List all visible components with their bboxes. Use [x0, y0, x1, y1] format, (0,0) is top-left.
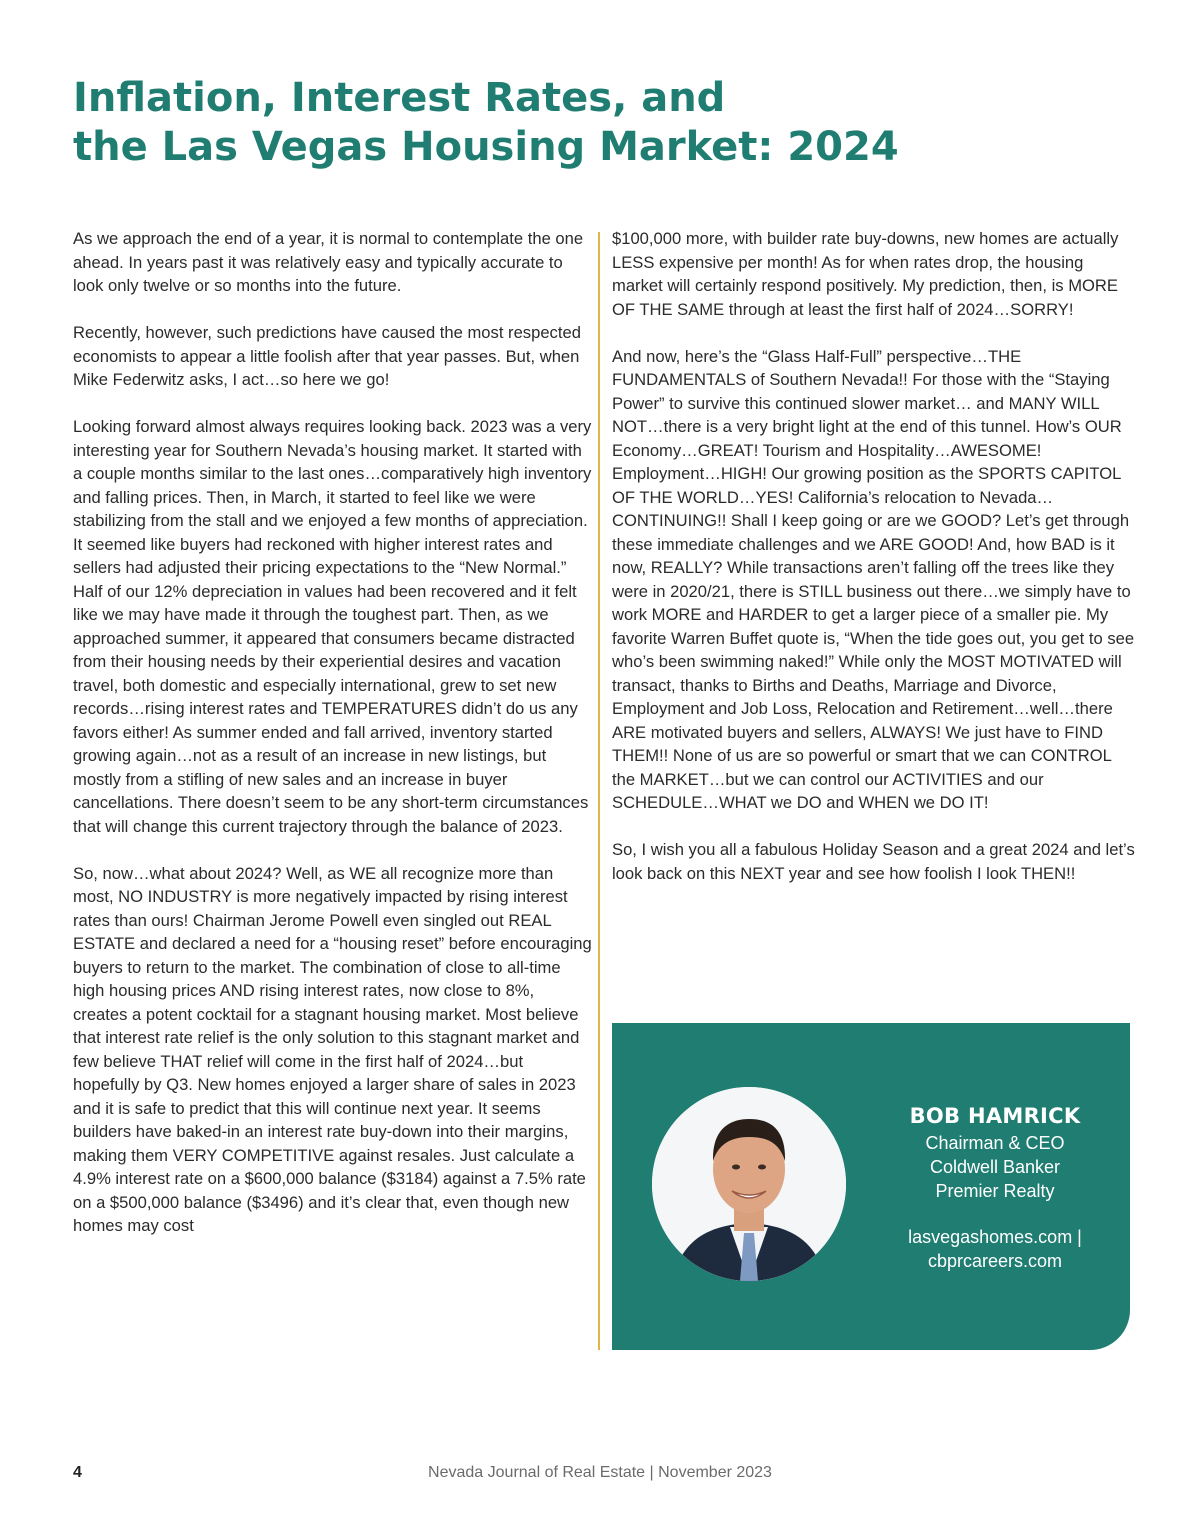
- page-number: 4: [73, 1464, 82, 1481]
- author-photo: [652, 1087, 846, 1281]
- paragraph: Looking forward almost always requires looking back. 2023 was a very interesting year for Southern Nevada’s housing market. It started with a couple months similar to the last ones…comparatively high inventory and falling prices. Then, in March, it started to feel like we were stabilizing from the stall and we enjoyed a few months of appreciation. It seemed like buyers had reckoned with higher interest rates and sellers had adjusted their pricing expectations to the “New Normal.” Half of our 12% depreciation in values had been recovered and it felt like we may have made it through the toughest part. Then, as we approached summer, it appeared that consumers became distracted from their housing needs by their experiential desires and vacation travel, both domestic and especially international, grew to set new records…rising interest rates and TEMPERATURES didn’t do us any favors either! As summer ended and fall arrived, inventory started growing again…not as a result of an increase in new listings, but mostly from a stifling of new sales and an increase in buyer cancellations. There doesn’t seem to be any short-term circumstances that will change this current trajectory through the balance of 2023.: [73, 417, 592, 836]
- left-column: [73, 227, 593, 1261]
- right-column: [612, 227, 1137, 909]
- author-card: [612, 1023, 1130, 1350]
- author-company-line1: Coldwell Banker: [929, 1157, 1061, 1177]
- paragraph: Recently, however, such predictions have caused the most respected economists to appear a little foolish after that year passes. But, when Mike Federwitz asks, I act…so here we go!: [73, 323, 581, 389]
- paragraph: $100,000 more, with builder rate buy-downs, new homes are actually LESS expensive per month! As for when rates drop, the housing market will certainly respond positively. My prediction, then, is MORE OF THE SAME through at least the first half of 2024…SORRY!: [612, 229, 1119, 319]
- publication-footer: Nevada Journal of Real Estate | November 2023: [428, 1464, 772, 1481]
- article-title: [73, 74, 1133, 172]
- paragraph: And now, here’s the “Glass Half-Full” perspective…THE FUNDAMENTALS of Southern Nevada!! For those with the “Staying Power” to survive this continued slower market… and MANY WILL NOT…there is a very bright light at the end of this tunnel. How’s OUR Economy…GREAT! Tourism and Hospitality…AWESOME! Employment…HIGH! Our growing position as the SPORTS CAPITOL OF THE WORLD…YES! California’s relocation to Nevada…CONTINUING!! Shall I keep going or are we GOOD? Let’s get through these immediate challenges and we ARE GOOD! And, how BAD is it now, REALLY? While transactions aren’t falling off the trees like they were in 2020/21, there is STILL business out there…we simply have to work MORE and HARDER to get a larger piece of a smaller pie. My favorite Warren Buffet quote is, “When the tide goes out, you get to see who’s been swimming naked!” While only the MOST MOTIVATED will transact, thanks to Births and Deaths, Marriage and Divorce, Employment and Job Loss, Relocation and Retirement…well…there ARE motivated buyers and sellers, ALWAYS! We just have to FIND THEM!! None of us are so powerful or smart that we can CONTROL the MARKET…but we can control our ACTIVITIES and our SCHEDULE…WHAT we DO and WHEN we DO IT!: [612, 346, 1135, 812]
- paragraph: As we approach the end of a year, it is normal to contemplate the one ahead. In years past it was relatively easy and typically accurate to look only twelve or so months into the future.: [73, 229, 584, 295]
- title-line-1: Inflation, Interest Rates, and: [73, 75, 726, 121]
- title-line-2: the Las Vegas Housing Market: 2024: [73, 124, 899, 170]
- author-website-2[interactable]: cbprcareers.com: [927, 1251, 1063, 1271]
- author-bio: [880, 1103, 1110, 1273]
- author-name: BOB HAMRICK: [909, 1104, 1081, 1128]
- author-title: Chairman & CEO: [925, 1133, 1065, 1153]
- author-website-1[interactable]: lasvegashomes.com |: [908, 1227, 1082, 1247]
- paragraph: So, I wish you all a fabulous Holiday Season and a great 2024 and let’s look back on this NEXT year and see how foolish I look THEN!!: [612, 840, 1135, 883]
- column-divider: [598, 232, 600, 1350]
- author-company-line2: Premier Realty: [935, 1181, 1055, 1201]
- paragraph: So, now…what about 2024? Well, as WE all recognize more than most, NO INDUSTRY is more negatively impacted by rising interest rates than ours! Chairman Jerome Powell even singled out REAL ESTATE and declared a need for a “housing reset” before encouraging buyers to return to the market. The combination of close to all-time high housing prices AND rising interest rates, now close to 8%, creates a potent cocktail for a stagnant housing market. Most believe that interest rate relief is the only solution to this stagnant market and few believe THAT relief will come in the first half of 2024…but hopefully by Q3. New homes enjoyed a larger share of sales in 2023 and it is safe to predict that this will continue next year. It seems builders have baked-in an interest rate buy-down into their margins, making them VERY COMPETITIVE against resales. Just calculate a 4.9% interest rate on a $600,000 balance ($3184) against a 7.5% rate on a $500,000 balance ($3496) and it’s clear that, even though new homes may cost: [73, 863, 592, 1235]
